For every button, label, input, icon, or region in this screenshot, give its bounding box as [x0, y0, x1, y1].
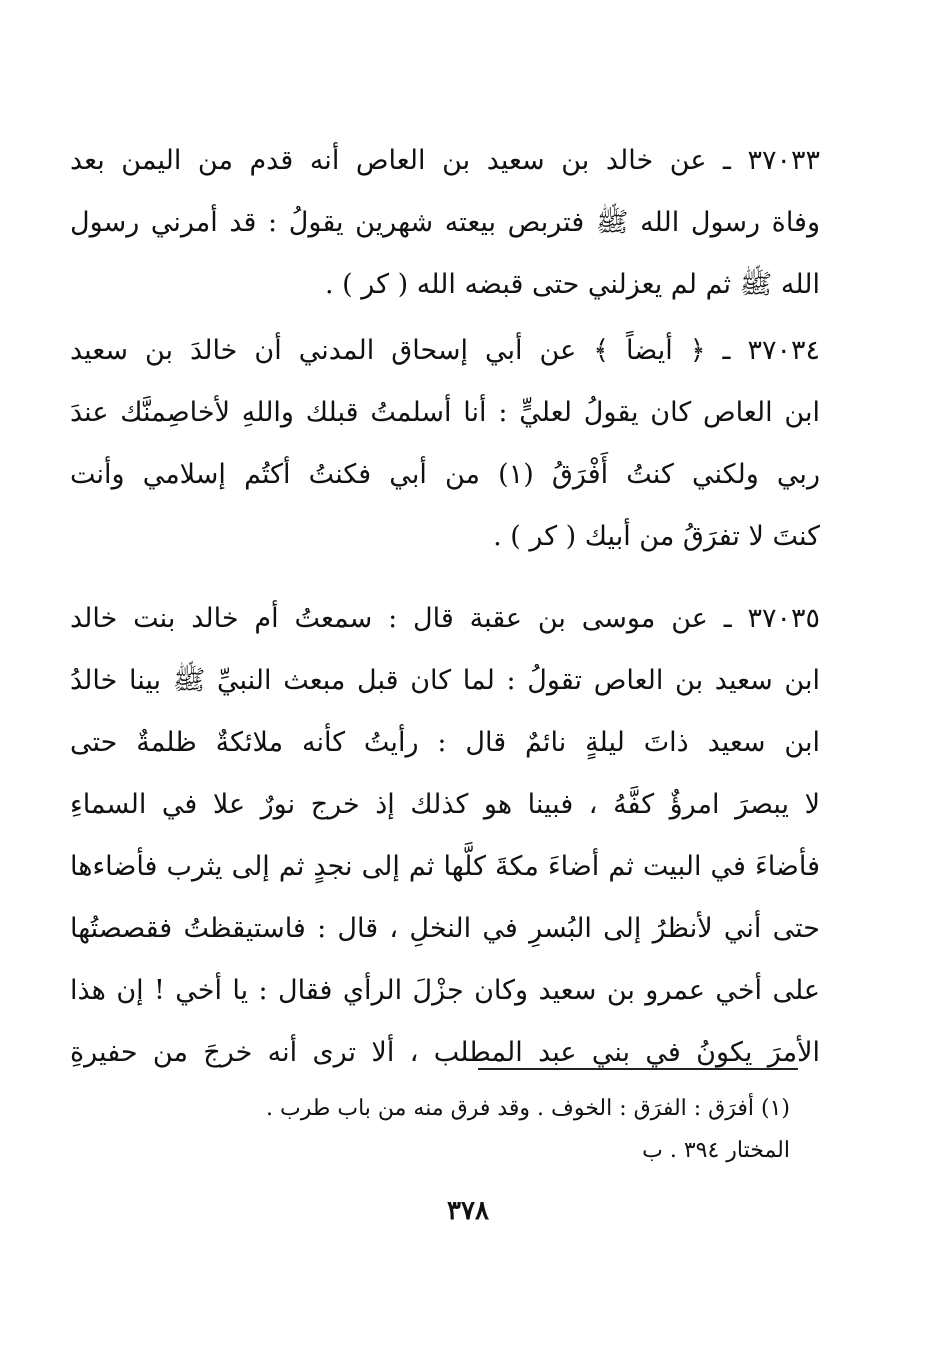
page-number: ٣٧٨ [447, 1196, 489, 1226]
text-line: ابن العاص كان يقولُ لعليٍّ : أنا أسلمتُ قبلك واللهِ لأخاصِمنَّك عندَ [70, 397, 820, 428]
text-line: ابن سعيد بن العاص تقولُ : لما كان قبل مبعث النبيِّ ﷺ بينا خالدُ [70, 665, 820, 696]
text-line: على أخي عمرو بن سعيد وكان جزْلَ الرأي فقال : يا أخي ! إن هذا [70, 975, 820, 1006]
text-line: ابن سعيد ذاتَ ليلةٍ نائمٌ قال : رأيتُ كأنه ملائكةٌ ظلمةٌ حتى [70, 727, 820, 758]
hadith-37034 [70, 320, 820, 568]
footnote [70, 1088, 790, 1172]
text-line: لا يبصرَ امرؤٌ كفَّهُ ، فبينا هو كذلك إذ خرج نورٌ علا في السماءِ [70, 789, 820, 820]
footnote-line: المختار ٣٩٤ . ب [642, 1138, 790, 1163]
footnote-divider [478, 1068, 798, 1070]
hadith-37035 [70, 588, 820, 1084]
text-line: ٣٧٠٣٣ ـ عن خالد بن سعيد بن العاص أنه قدم من اليمن بعد [70, 145, 820, 176]
text-line: فأضاءَ في البيت ثم أضاءَ مكةَ كلَّها ثم إلى نجدٍ ثم إلى يثرب فأضاءها [70, 851, 820, 882]
text-line: وفاة رسول الله ﷺ فتربص بيعته شهرين يقولُ : قد أمرني رسول [70, 207, 820, 238]
hadith-37033 [70, 130, 820, 316]
text-line: الأمرَ يكونُ في بني عبد المطلب ، ألا ترى أنه خرجَ من حفيرةِ [70, 1037, 820, 1068]
text-line: ٣٧٠٣٤ ـ ﴿ أيضاً ﴾ عن أبي إسحاق المدني أن خالدَ بن سعيد [70, 335, 820, 366]
text-line: ربي ولكني كنتُ أَفْرَقُ (١) من أبي فكنتُ أكتُم إسلامي وأنت [70, 459, 820, 490]
text-line: كنتَ لا تفرَقُ من أبيك ( كر ) . [493, 521, 820, 552]
text-line: الله ﷺ ثم لم يعزلني حتى قبضه الله ( كر ) . [325, 269, 820, 300]
footnote-line: (١) أفرَق : الفرَق : الخوف . وقد فرق منه من باب طرب . [266, 1096, 790, 1121]
text-line: حتى أني لأنظرُ إلى البُسرِ في النخلِ ، قال : فاستيقظتُ فقصصتُها [70, 913, 820, 944]
text-line: ٣٧٠٣٥ ـ عن موسى بن عقبة قال : سمعتُ أم خالد بنت خالد [70, 603, 820, 634]
